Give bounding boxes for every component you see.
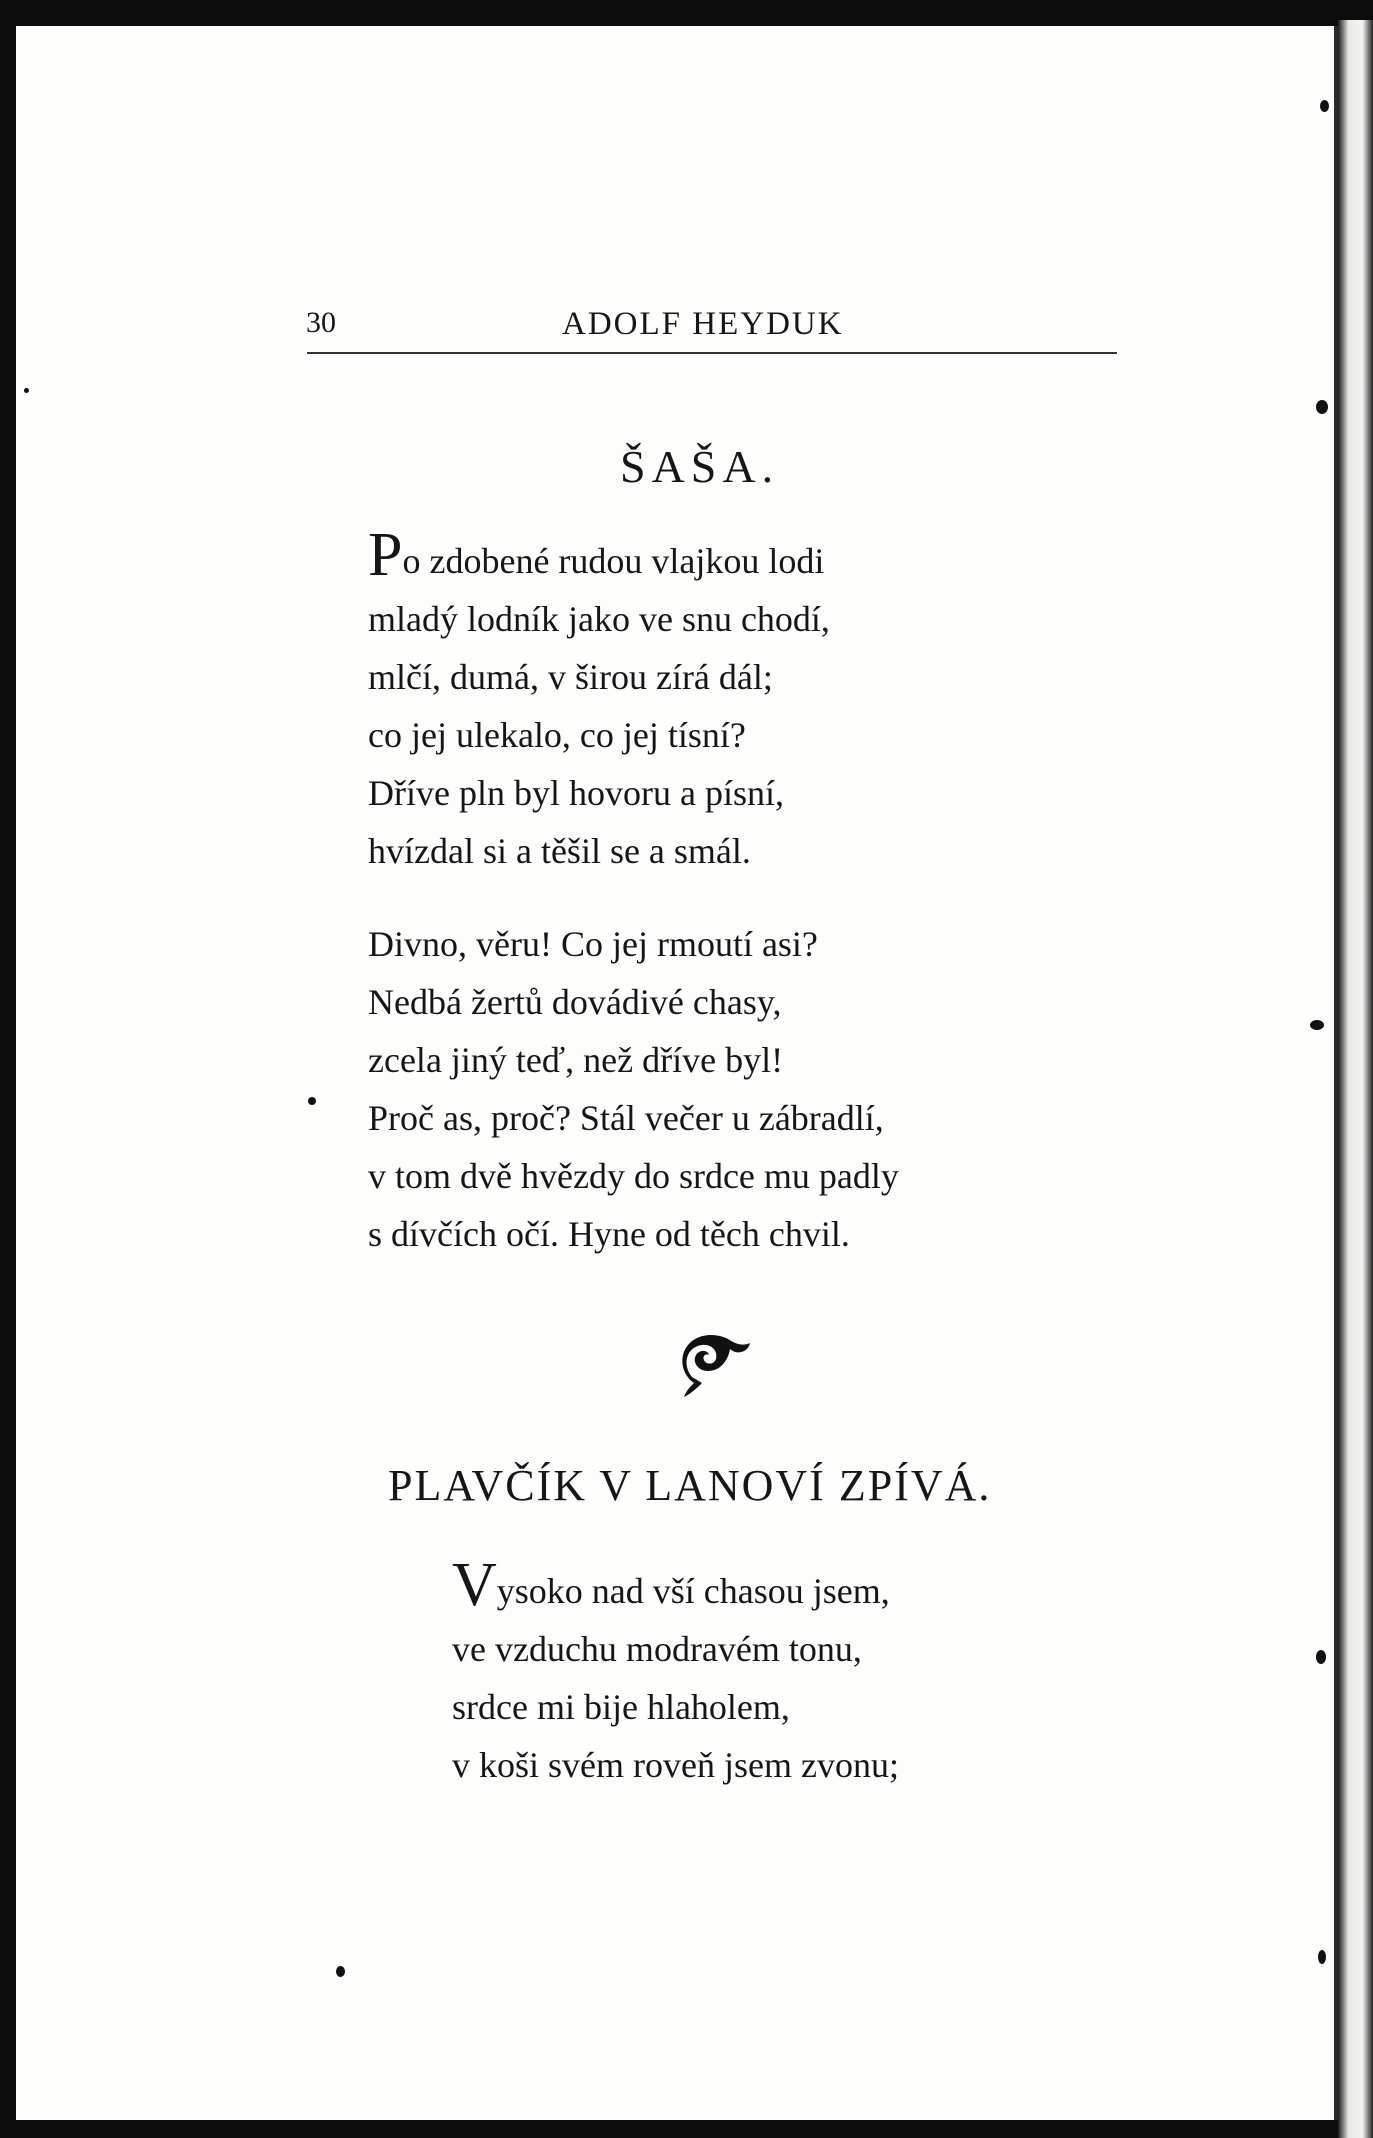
verse-line: Po zdobené rudou vlajkou lodi — [368, 521, 825, 589]
verse-line: Nedbá žertů dovádivé chasy, — [368, 982, 782, 1022]
ink-speck — [24, 388, 29, 393]
ink-speck — [308, 1097, 316, 1105]
ink-speck — [1320, 100, 1329, 112]
header-rule — [307, 352, 1117, 354]
verse-line: v tom dvě hvězdy do srdce mu padly — [368, 1156, 899, 1196]
poem-sasa-stanza-1 — [368, 521, 830, 880]
verse-line: s dívčích očí. Hyne od těch chvil. — [368, 1214, 850, 1254]
ink-speck — [336, 1966, 345, 1977]
verse-line: co jej ulekalo, co jej tísní? — [368, 715, 746, 755]
ink-speck — [1316, 400, 1328, 414]
poem-sasa-stanza-2 — [368, 915, 899, 1263]
page-number: 30 — [306, 306, 336, 339]
running-head — [292, 298, 1112, 348]
ink-speck — [1318, 1950, 1326, 1964]
verse-line: zcela jiný teď, než dříve byl! — [368, 1040, 784, 1080]
poem-title-sasa: ŠAŠA. — [620, 441, 780, 492]
poem-title-plavcik: PLAVČÍK V LANOVÍ ZPÍVÁ. — [388, 1461, 992, 1510]
drop-cap: P — [368, 521, 403, 589]
leaf-fleuron-icon — [672, 1325, 752, 1405]
verse-line: v koši svém roveň jsem zvonu; — [452, 1745, 899, 1785]
verse-line: Vysoko nad vší chasou jsem, — [452, 1551, 890, 1619]
verse-line: Dříve pln byl hovoru a písní, — [368, 773, 784, 813]
book-spine-edge — [1338, 20, 1373, 2138]
verse-line: mladý lodník jako ve snu chodí, — [368, 599, 830, 639]
verse-line: srdce mi bije hlaholem, — [452, 1687, 790, 1727]
verse-line: Divno, věru! Co jej rmoutí asi? — [368, 924, 818, 964]
verse-line: ve vzduchu modravém tonu, — [452, 1629, 862, 1669]
verse-line: hvízdal si a těšil se a smál. — [368, 831, 751, 871]
verse-line: mlčí, dumá, v širou zírá dál; — [368, 657, 773, 697]
drop-cap: V — [452, 1551, 497, 1619]
verse-line: Proč as, proč? Stál večer u zábradlí, — [368, 1098, 884, 1138]
running-head-author: ADOLF HEYDUK — [562, 306, 844, 342]
ink-speck — [1316, 1650, 1326, 1664]
ink-speck — [1310, 1020, 1324, 1030]
poem-plavcik-stanza-1 — [452, 1551, 899, 1794]
